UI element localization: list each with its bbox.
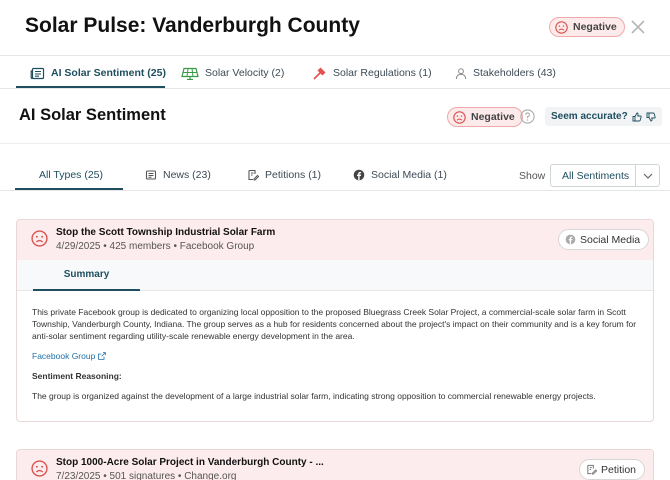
modal-header — [0, 0, 670, 56]
type-chip — [579, 459, 645, 480]
badge-label: Negative — [471, 111, 515, 123]
frown-icon — [31, 460, 48, 477]
close-icon[interactable] — [629, 18, 647, 36]
sentiment-card — [16, 449, 654, 480]
select-toggle[interactable] — [635, 165, 659, 186]
card-tabs — [17, 260, 653, 291]
card-title: Stop the Scott Township Industrial Solar Farm — [56, 227, 276, 238]
newspaper-icon — [145, 169, 157, 181]
type-chip — [558, 229, 649, 250]
summary-text: This private Facebook group is dedicated to organizing local opposition to the proposed Bluegrass Creek Solar Project, a commercial-scale solar farm in Scott Township, Vanderburgh County, Indiana. The group serves as a hub for residents concerned about the project's impact on their community and is a key forum for anti-solar sentiment regarding utility-scale renewable energy development in the area. — [32, 307, 637, 341]
thumbs-down-icon[interactable] — [646, 112, 656, 122]
section-sentiment-badge — [447, 107, 523, 127]
filter-news[interactable] — [145, 163, 211, 187]
tab-ai-solar-sentiment[interactable] — [30, 57, 166, 89]
source-link-label: Facebook Group — [32, 351, 96, 361]
divider — [0, 190, 670, 191]
overall-sentiment-badge — [549, 17, 625, 37]
show-label: Show — [519, 170, 546, 182]
tab-label: Stakeholders (43) — [473, 67, 556, 79]
main-tabs — [0, 57, 670, 89]
tab-solar-regulations[interactable] — [312, 57, 432, 89]
card-title: Stop 1000-Acre Solar Project in Vanderburgh County - ... — [56, 457, 324, 468]
frown-icon — [555, 21, 568, 34]
sentiment-select[interactable] — [550, 164, 660, 187]
section-title: AI Solar Sentiment — [19, 106, 166, 124]
divider — [0, 143, 670, 144]
tab-label: Solar Regulations (1) — [333, 67, 432, 79]
chevron-down-icon — [643, 173, 653, 179]
card-header[interactable] — [17, 450, 653, 480]
facebook-icon — [353, 169, 365, 181]
tab-label: AI Solar Sentiment (25) — [51, 67, 166, 79]
type-chip-label: Social Media — [580, 233, 641, 246]
card-header[interactable] — [17, 220, 653, 260]
help-icon[interactable] — [520, 109, 535, 124]
newspaper-icon — [30, 67, 45, 80]
filter-label: News (23) — [163, 169, 211, 181]
thumbs-up-icon[interactable] — [632, 112, 642, 122]
tab-stakeholders[interactable] — [455, 57, 556, 89]
filter-label: Petitions (1) — [265, 169, 322, 181]
tab-summary[interactable]: Summary — [33, 260, 140, 291]
filter-label: Social Media (1) — [371, 169, 447, 181]
card-meta: 7/23/2025 • 501 signatures • Change.org — [56, 471, 237, 480]
filter-all-types[interactable] — [39, 163, 103, 187]
card-meta: 4/29/2025 • 425 members • Facebook Group — [56, 241, 255, 252]
tab-solar-velocity[interactable] — [181, 57, 284, 89]
card-body — [17, 291, 653, 402]
feedback-box — [545, 107, 662, 126]
type-chip-label: Petition — [601, 463, 637, 476]
sentiment-card — [16, 219, 654, 422]
source-link[interactable] — [32, 350, 638, 362]
reasoning-text: The group is organized against the development of a large industrial solar farm, indicating strong opposition to commercial renewable energy projects. — [32, 391, 596, 401]
filter-social-media[interactable] — [353, 163, 447, 187]
frown-icon — [31, 230, 48, 247]
gavel-icon — [312, 67, 327, 80]
facebook-icon — [565, 234, 576, 245]
petition-icon — [247, 169, 259, 181]
user-icon — [455, 67, 467, 80]
reasoning-label: Sentiment Reasoning: — [32, 371, 122, 381]
app-title: Solar Pulse: Vanderburgh County — [25, 14, 360, 37]
external-link-icon — [98, 352, 106, 360]
sentiment-select-value: All Sentiments — [562, 169, 630, 182]
solar-panel-icon — [181, 67, 199, 80]
active-tab-indicator — [16, 86, 165, 88]
filter-label: All Types (25) — [39, 169, 103, 181]
frown-icon — [453, 111, 466, 124]
tab-label: Solar Velocity (2) — [205, 67, 285, 79]
petition-icon — [586, 464, 597, 475]
badge-label: Negative — [573, 21, 617, 33]
filter-petitions[interactable] — [247, 163, 321, 187]
seem-accurate-label: Seem accurate? — [551, 111, 628, 122]
